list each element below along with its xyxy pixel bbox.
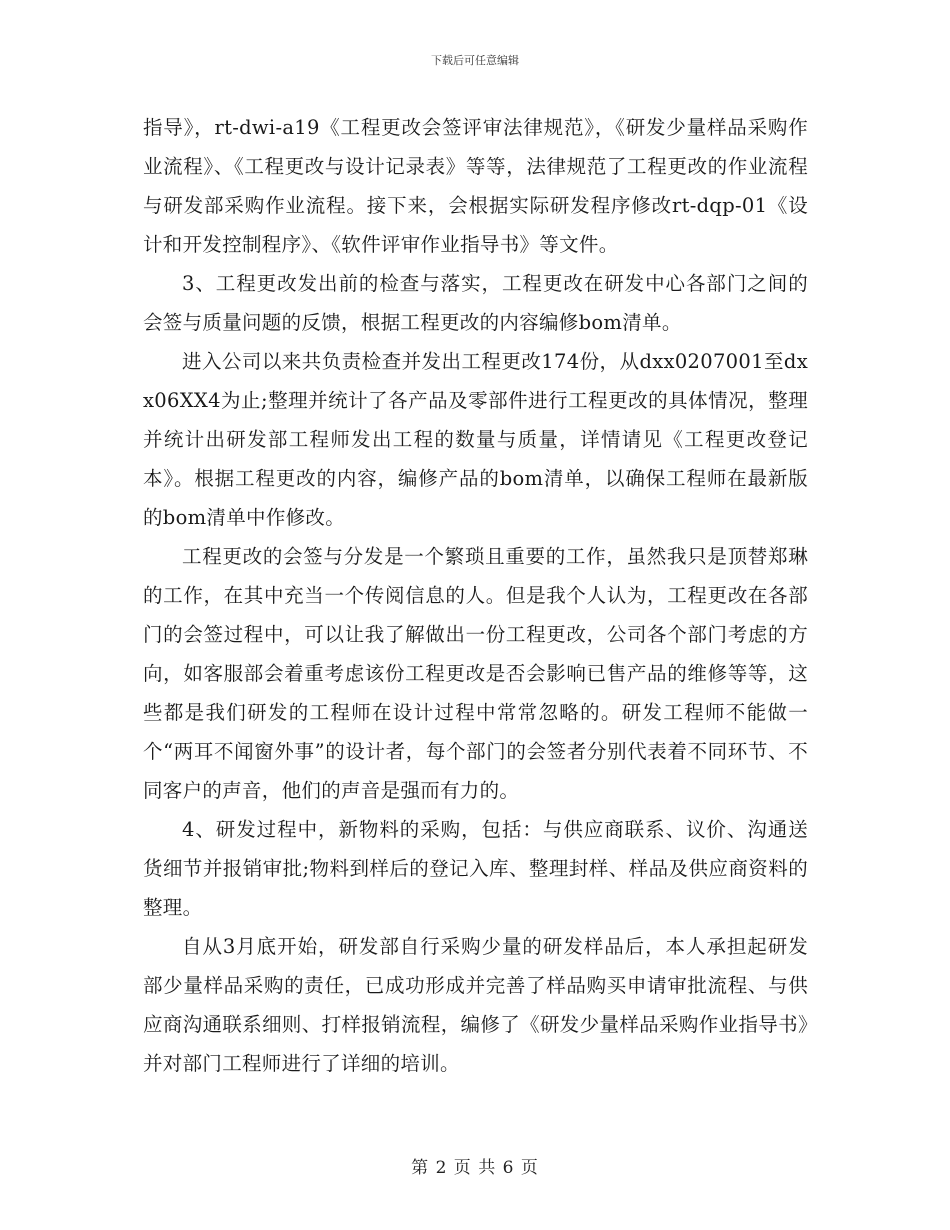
- page-header-note: 下载后可任意编辑: [431, 54, 519, 67]
- document-body: [143, 108, 808, 1083]
- paragraph-continuation: 指导》，rt-dwi-a19《工程更改会签评审法律规范》，《研发少量样品采购作业流程》、《工程更改与设计记录表》等等，法律规范了工程更改的作业流程与研发部采购作业流程。接下来，会根据实际研发程序修改rt-dqp-01《设计和开发控制程序》、《软件评审作业指导书》等文件。: [143, 116, 808, 256]
- paragraph-item-3: 3、工程更改发出前的检查与落实，工程更改在研发中心各部门之间的会签与质量问题的反馈，根据工程更改的内容编修bom清单。: [143, 272, 808, 334]
- paragraph-sample-purchase: 自从3月底开始，研发部自行采购少量的研发样品后，本人承担起研发部少量样品采购的责任，已成功形成并完善了样品购买申请审批流程、与供应商沟通联系细则、打样报销流程，编修了《研发少量样品采购作业指导书》并对部门工程师进行了详细的培训。: [143, 935, 808, 1075]
- paragraph-change-stats: 进入公司以来共负责检查并发出工程更改174份，从dxx0207001至dxx06XX4为止;整理并统计了各产品及零部件进行工程更改的具体情况，整理并统计出研发部工程师发出工程的数量与质量，详情请见《工程更改登记本》。根据工程更改的内容，编修产品的bom清单，以确保工程师在最新版的bom清单中作修改。: [143, 350, 808, 529]
- paragraph-countersign: 工程更改的会签与分发是一个繁琐且重要的工作，虽然我只是顶替郑琳的工作，在其中充当一个传阅信息的人。但是我个人认为，工程更改在各部门的会签过程中，可以让我了解做出一份工程更改，公司各个部门考虑的方向，如客服部会着重考虑该份工程更改是否会影响已售产品的维修等等，这些都是我们研发的工程师在设计过程中常常忽略的。研发工程师不能做一个“两耳不闻窗外事”的设计者，每个部门的会签者分别代表着不同环节、不同客户的声音，他们的声音是强而有力的。: [143, 545, 808, 802]
- paragraph-item-4: 4、研发过程中，新物料的采购，包括：与供应商联系、议价、沟通送货细节并报销审批;物料到样后的登记入库、整理封样、样品及供应商资料的整理。: [143, 818, 808, 919]
- page-number-footer: 第 2 页 共 6 页: [411, 1158, 539, 1178]
